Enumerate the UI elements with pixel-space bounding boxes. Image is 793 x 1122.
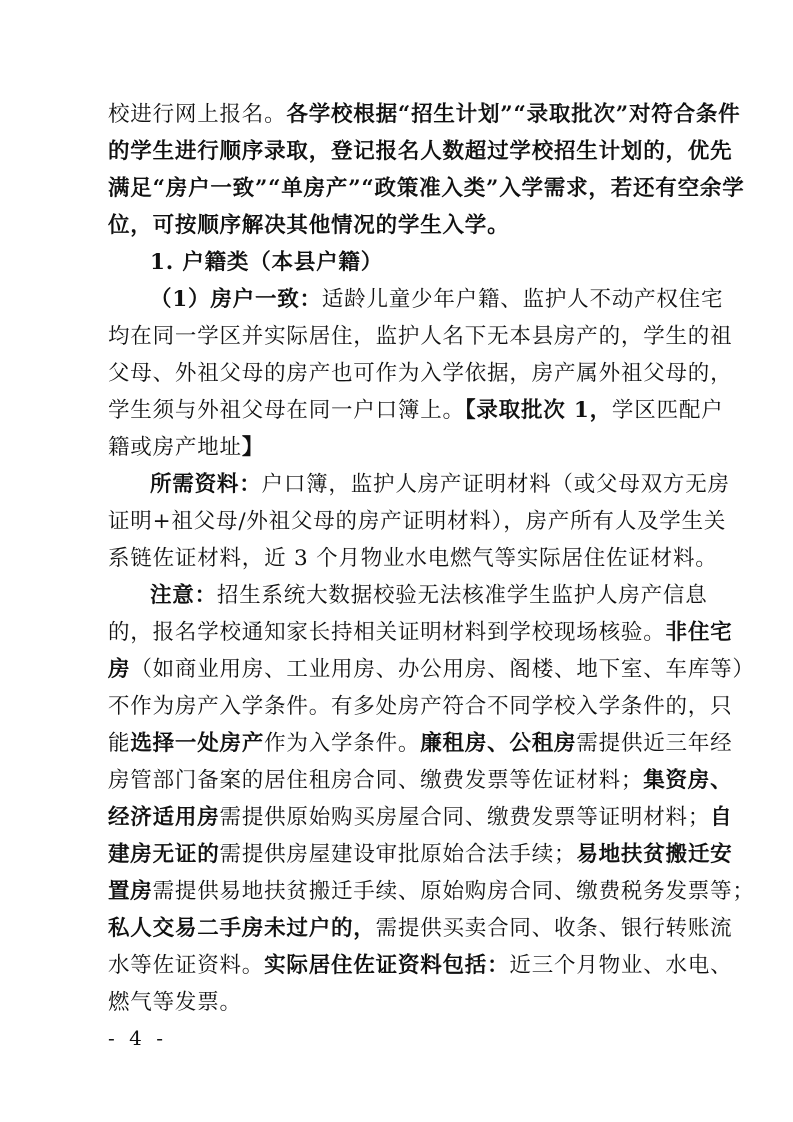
text-run: 经济适用房 — [108, 805, 220, 830]
text-line-8 — [108, 359, 733, 389]
text-run: 所需资料： — [150, 472, 262, 497]
text-run: 需提供易地扶贫搬迁手续、原始购房合同、缴费税务发票等； — [152, 879, 755, 904]
text-line-23 — [108, 914, 733, 944]
text-run: 校进行网上报名。 — [108, 102, 287, 127]
text-run: 各学校根据“招生计划”“录取批次”对符合条件 — [286, 102, 741, 127]
text-line-17 — [108, 692, 733, 722]
text-run: 学生须与外祖父母在同一户口簿上。 — [108, 398, 465, 423]
text-run: （1）房户一致： — [150, 287, 322, 312]
text-run: 建房无证的 — [108, 842, 220, 867]
text-run: 需提供买卖合同、收条、银行转账流 — [375, 916, 733, 941]
text-line-7 — [108, 322, 733, 352]
text-run: 不作为房产入学条件。有多处房产符合不同学校入学条件的，只 — [108, 694, 733, 719]
text-line-20 — [108, 803, 733, 833]
text-run: 房管部门备案的居住租房合同、缴费发票等佐证材料； — [108, 768, 644, 793]
text-run: 选择一处房产 — [130, 731, 265, 756]
text-run: 实际居住佐证资料包括： — [264, 953, 510, 978]
text-line-15 — [108, 618, 733, 648]
text-run: 适龄儿童少年户籍、监护人不动产权住宅 — [321, 287, 724, 312]
text-line-16 — [108, 655, 755, 685]
text-line-22 — [108, 877, 755, 907]
text-line-19 — [108, 766, 733, 796]
text-run: 水等佐证资料。 — [108, 953, 265, 978]
text-run: 的学生进行顺序录取，登记报名人数超过学校招生计划的，优先 — [108, 139, 733, 164]
text-line-14 — [150, 581, 708, 611]
text-run: 】 — [241, 435, 265, 460]
text-run: 自 — [710, 805, 733, 830]
text-run: 廉租房、公租房 — [420, 731, 577, 756]
text-run: 近三个月物业、水电、 — [509, 953, 733, 978]
text-run: 能 — [108, 731, 131, 756]
text-line-1 — [108, 100, 741, 130]
text-run: 作为入学条件。 — [264, 731, 421, 756]
text-run: 需提供原始购买房屋合同、缴费发票等证明材料； — [219, 805, 711, 830]
text-run: 【录取批次 1， — [464, 398, 612, 423]
text-line-25 — [108, 988, 698, 1018]
text-run: 招生系统大数据校验无法核准学生监护人房产信息 — [216, 583, 708, 608]
text-run: 系链佐证材料，近 3 个月物业水电燃气等实际居住佐证材料。 — [108, 546, 718, 571]
text-run: 置房 — [108, 879, 153, 904]
text-run: 房 — [108, 657, 131, 682]
text-run: 户口簿，监护人房产证明材料（或父母双方无房 — [261, 472, 730, 497]
text-line-2 — [108, 137, 733, 167]
text-run: （如商业用房、工业用房、办公用房、阁楼、地下室、车库等） — [130, 657, 755, 682]
text-line-21 — [108, 840, 733, 870]
text-line-4 — [108, 211, 698, 241]
text-line-11 — [150, 470, 730, 500]
text-line-3 — [108, 174, 745, 204]
text-run: 1. 户籍类（本县户籍） — [150, 250, 384, 275]
text-line-24 — [108, 951, 733, 981]
text-run: 非住宅 — [665, 620, 733, 645]
text-line-10 — [108, 433, 698, 463]
text-run: 注意： — [150, 583, 217, 608]
text-run: 的，报名学校通知家长持相关证明材料到学校现场核验。 — [108, 620, 666, 645]
text-run: 需提供近三年经 — [576, 731, 733, 756]
text-run: 父母、外祖父母的房产也可作为入学依据，房产属外祖父母的， — [108, 361, 733, 386]
text-line-13 — [108, 544, 718, 574]
text-run: 私人交易二手房未过户的， — [108, 916, 376, 941]
text-run: 集资房、 — [643, 768, 733, 793]
text-run: 易地扶贫搬迁安 — [576, 842, 733, 867]
text-line-18 — [108, 729, 733, 759]
text-line-6 — [150, 285, 724, 315]
text-line-12 — [108, 507, 727, 537]
page-number: - 4 - — [108, 1026, 167, 1050]
text-run: 均在同一学区并实际居住，监护人名下无本县房产的，学生的祖 — [108, 324, 733, 349]
section-heading — [150, 248, 698, 278]
text-run: 需提供房屋建设审批原始合法手续； — [219, 842, 577, 867]
text-run: 位，可按顺序解决其他情况的学生入学。 — [108, 213, 510, 238]
text-line-9 — [108, 396, 724, 426]
text-run: 学区匹配户 — [611, 398, 724, 423]
text-run: 燃气等发票。 — [108, 990, 242, 1015]
text-run: 籍或房产地址 — [108, 435, 242, 460]
text-run: 证明+祖父母/外祖父母的房产证明材料），房产所有人及学生关 — [108, 509, 727, 534]
text-run: 满足“房户一致”“单房产”“政策准入类”入学需求，若还有空余学 — [108, 176, 745, 201]
